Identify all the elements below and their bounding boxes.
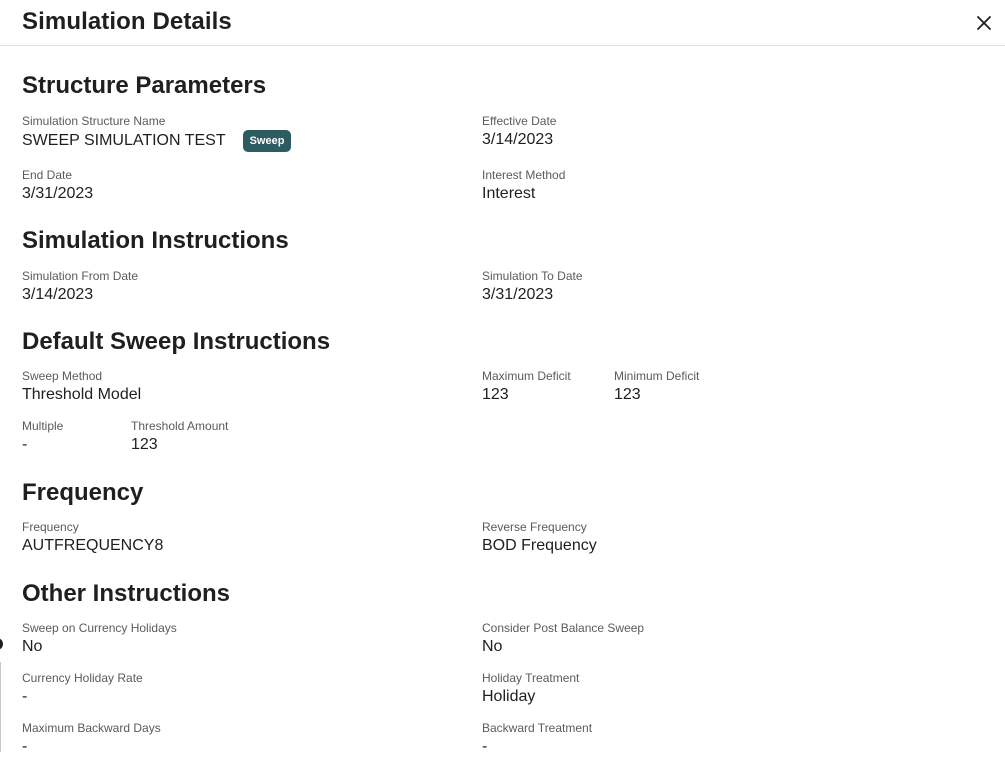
field-label: Simulation From Date [22,269,139,283]
field-frequency [22,520,163,556]
field-label: Threshold Amount [131,419,229,433]
structure-type-badge: Sweep [243,130,292,152]
field-label: Maximum Deficit [482,369,571,383]
scroll-indicator-dot [0,638,3,650]
section-title-frequency: Frequency [22,479,144,506]
field-value: - [22,688,28,705]
dialog-title: Simulation Details [22,8,232,35]
field-value: - [22,738,28,755]
field-label: Effective Date [482,114,557,128]
field-maximum-deficit [482,369,571,405]
field-threshold-amount [131,419,228,455]
field-label: Sweep on Currency Holidays [22,621,177,635]
field-value: No [22,638,43,655]
field-sweep-on-currency-holidays [22,621,177,657]
field-value: 123 [482,386,509,403]
field-label: Reverse Frequency [482,520,587,534]
field-reverse-frequency [482,520,597,556]
field-maximum-backward-days [22,721,161,757]
close-button[interactable] [962,0,1005,45]
field-value: SWEEP SIMULATION TEST [22,132,226,149]
field-value: No [482,638,503,655]
field-value: Holiday [482,688,536,705]
field-value: 3/14/2023 [22,286,94,303]
field-value: Threshold Model [22,386,142,403]
field-label: Interest Method [482,168,566,182]
field-label: Maximum Backward Days [22,721,161,735]
field-value: - [482,738,488,755]
left-edge-divider [0,662,1,752]
close-icon [976,15,992,31]
field-label: Minimum Deficit [614,369,700,383]
field-multiple [22,419,63,455]
field-value: AUTFREQUENCY8 [22,537,164,554]
field-value-row [22,130,291,152]
field-currency-holiday-rate [22,671,143,707]
field-end-date [22,168,93,204]
field-simulation-to-date [482,269,583,305]
dialog-header [0,0,1005,46]
field-label: Currency Holiday Rate [22,671,143,685]
field-label: Multiple [22,419,64,433]
field-label: Holiday Treatment [482,671,580,685]
field-value: 3/31/2023 [22,185,94,202]
field-value: BOD Frequency [482,537,597,554]
field-simulation-structure-name [22,114,291,152]
field-value: 3/14/2023 [482,131,554,148]
field-label: Consider Post Balance Sweep [482,621,645,635]
field-value: 3/31/2023 [482,286,554,303]
field-minimum-deficit [614,369,699,405]
section-title-other-instructions: Other Instructions [22,580,231,607]
field-holiday-treatment [482,671,579,707]
field-label: Simulation Structure Name [22,114,166,128]
field-label: Simulation To Date [482,269,583,283]
field-value: 123 [131,436,158,453]
field-label: Sweep Method [22,369,103,383]
field-value: 123 [614,386,641,403]
field-interest-method [482,168,565,204]
field-value: - [22,436,28,453]
field-value: Interest [482,185,536,202]
field-backward-treatment [482,721,592,757]
field-label: Backward Treatment [482,721,593,735]
field-consider-post-balance-sweep [482,621,644,657]
field-label: End Date [22,168,73,182]
field-label: Frequency [22,520,79,534]
field-simulation-from-date [22,269,138,305]
section-title-structure-parameters: Structure Parameters [22,72,267,99]
section-title-default-sweep-instructions: Default Sweep Instructions [22,328,331,355]
section-title-simulation-instructions: Simulation Instructions [22,227,289,254]
field-sweep-method [22,369,141,405]
field-effective-date [482,114,556,150]
